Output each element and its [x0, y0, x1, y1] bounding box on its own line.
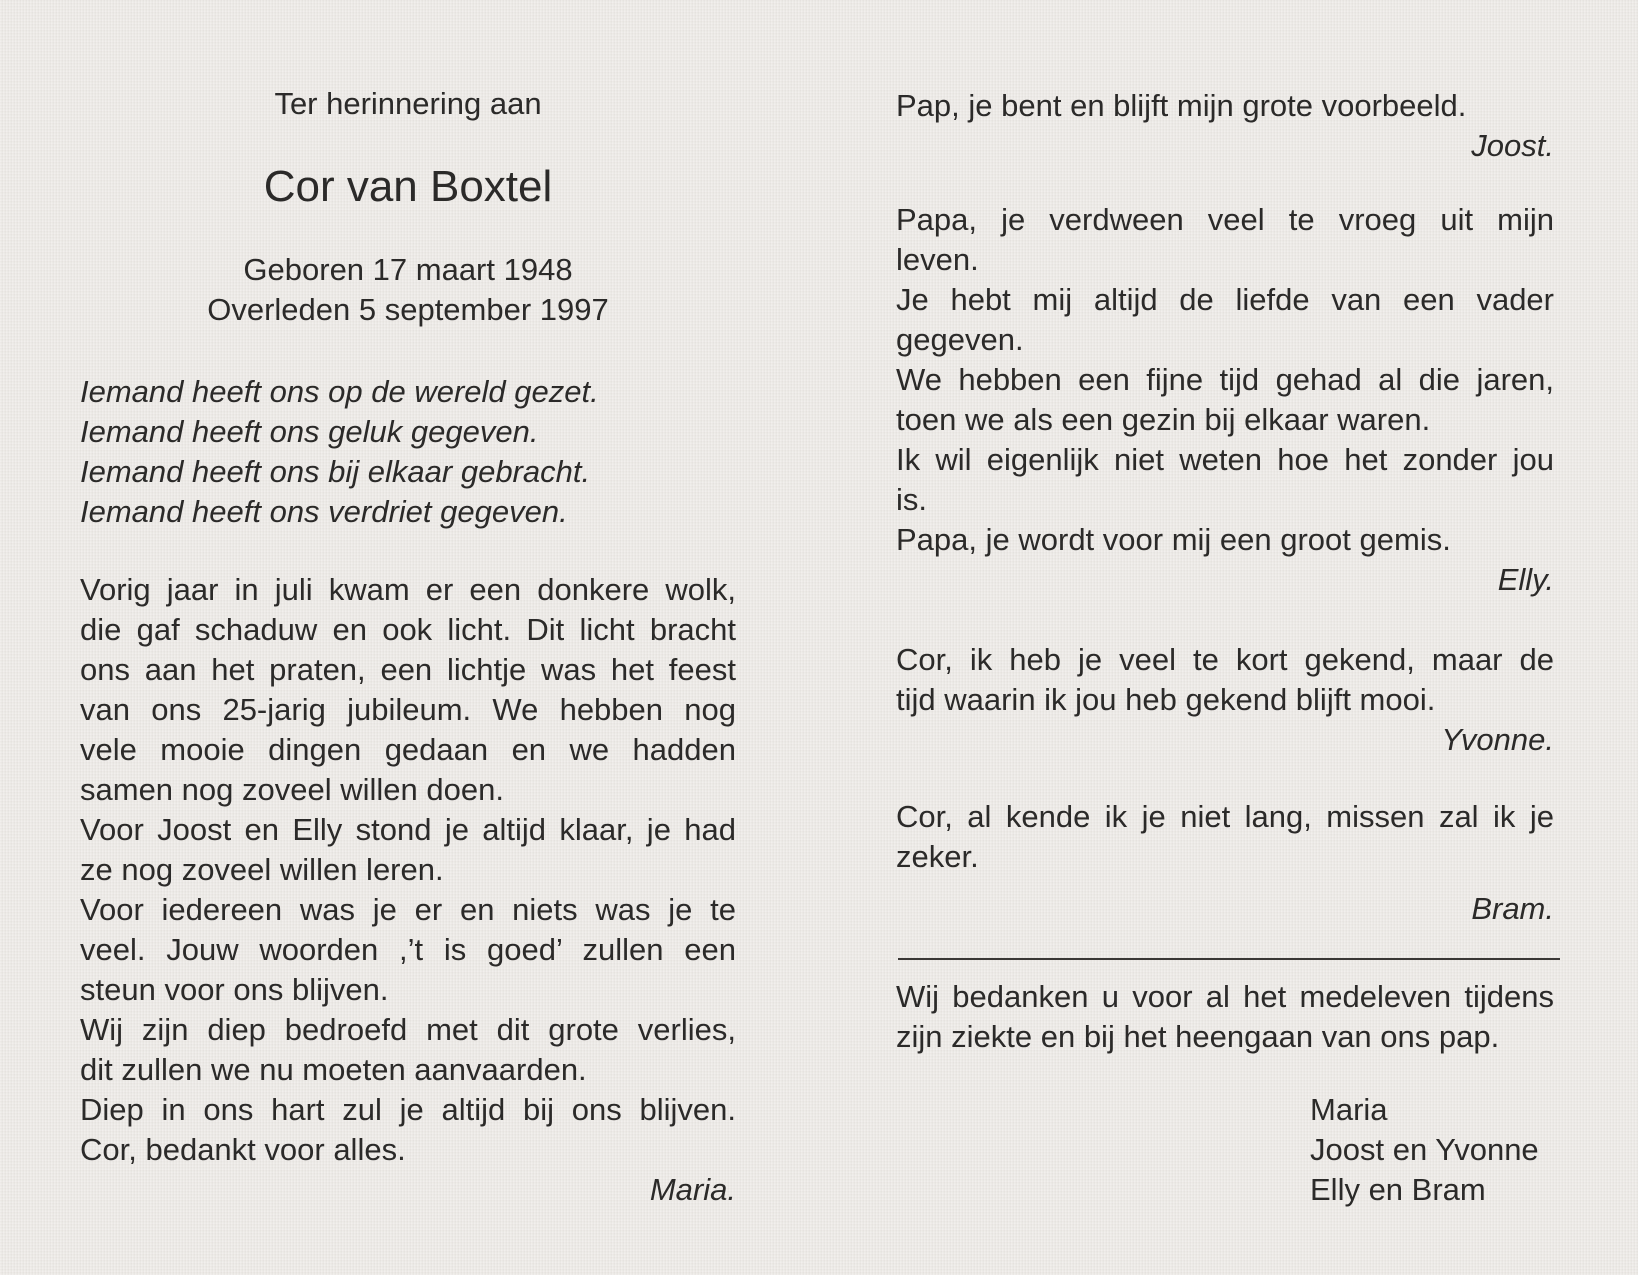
signature-text: Maria.: [649, 1172, 736, 1207]
note-line: Papa, je wordt voor mij een groot gemis.: [896, 522, 1451, 557]
message-line: Voor iedereen was je er en niets was je te: [80, 892, 736, 927]
poem-line: Iemand heeft ons verdriet gegeven.: [80, 494, 568, 529]
signature-joost: Joost.: [1471, 128, 1554, 163]
birth-date: Geboren 17 maart 1948: [243, 252, 573, 287]
thanks-line: zijn ziekte en bij het heengaan van ons pap.: [896, 1019, 1500, 1054]
thanks-line: Wij bedanken u voor al het medeleven tijdens: [896, 979, 1554, 1014]
note-elly: [896, 200, 1554, 600]
note-joost: [896, 86, 1554, 166]
message-line: veel. Jouw woorden ,’t is goed’ zullen een: [80, 932, 736, 967]
note-line: Papa, je verdween veel te vroeg uit mijn: [896, 202, 1554, 237]
message-line: Voor Joost en Elly stond je altijd klaar, je had: [80, 812, 736, 847]
note-yvonne: [896, 640, 1554, 760]
note-line: Je hebt mij altijd de liefde van een vader: [896, 282, 1554, 317]
family-signers: [1310, 1090, 1539, 1210]
message-line: Cor, bedankt voor alles.: [80, 1132, 406, 1167]
message-line: Vorig jaar in juli kwam er een donkere wolk,: [80, 572, 736, 607]
note-line: zeker.: [896, 839, 979, 874]
message-line: ze nog zoveel willen leren.: [80, 852, 444, 887]
note-line: Cor, al kende ik je niet lang, missen zal ik je: [896, 799, 1554, 834]
signature-yvonne: Yvonne.: [1441, 722, 1554, 757]
note-line: leven.: [896, 242, 979, 277]
signature-bram: Bram.: [1471, 891, 1554, 926]
poem: [80, 372, 736, 532]
family-message: [80, 570, 736, 1170]
note-line: gegeven.: [896, 322, 1024, 357]
message-line: steun voor ons blijven.: [80, 972, 389, 1007]
note-bram: [896, 797, 1554, 929]
message-line: ons aan het praten, een lichtje was het feest: [80, 652, 736, 687]
signer-name: Elly en Bram: [1310, 1172, 1486, 1207]
poem-line: Iemand heeft ons op de wereld gezet.: [80, 374, 599, 409]
signer-name: Maria: [1310, 1092, 1388, 1127]
note-line: Cor, ik heb je veel te kort gekend, maar de: [896, 642, 1554, 677]
note-line: Pap, je bent en blijft mijn grote voorbeeld.: [896, 88, 1467, 123]
death-date: Overleden 5 september 1997: [207, 292, 609, 327]
note-line: Ik wil eigenlijk niet weten hoe het zonder jou: [896, 442, 1554, 477]
message-line: vele mooie dingen gedaan en we hadden: [80, 732, 736, 767]
intro-text: Ter herinnering aan: [274, 86, 542, 121]
dates-block: [80, 250, 736, 330]
note-line: is.: [896, 482, 927, 517]
note-line: toen we als een gezin bij elkaar waren.: [896, 402, 1431, 437]
signature-maria: [80, 1170, 736, 1210]
signature-elly: Elly.: [1497, 562, 1554, 597]
note-line: tijd waarin ik jou heb gekend blijft mooi.: [896, 682, 1436, 717]
deceased-name: Cor van Boxtel: [263, 162, 553, 211]
message-line: Diep in ons hart zul je altijd bij ons blijven.: [80, 1092, 736, 1127]
note-line: We hebben een fijne tijd gehad al die jaren,: [896, 362, 1554, 397]
message-line: die gaf schaduw en ook licht. Dit licht bracht: [80, 612, 736, 647]
thanks-note: [896, 977, 1554, 1057]
message-line: dit zullen we nu moeten aanvaarden.: [80, 1052, 587, 1087]
poem-line: Iemand heeft ons bij elkaar gebracht.: [80, 454, 591, 489]
signer-name: Joost en Yvonne: [1310, 1132, 1539, 1167]
message-line: samen nog zoveel willen doen.: [80, 772, 504, 807]
message-line: van ons 25-jarig jubileum. We hebben nog: [80, 692, 736, 727]
poem-line: Iemand heeft ons geluk gegeven.: [80, 414, 539, 449]
message-line: Wij zijn diep bedroefd met dit grote verlies,: [80, 1012, 736, 1047]
divider-line: [898, 958, 1560, 960]
